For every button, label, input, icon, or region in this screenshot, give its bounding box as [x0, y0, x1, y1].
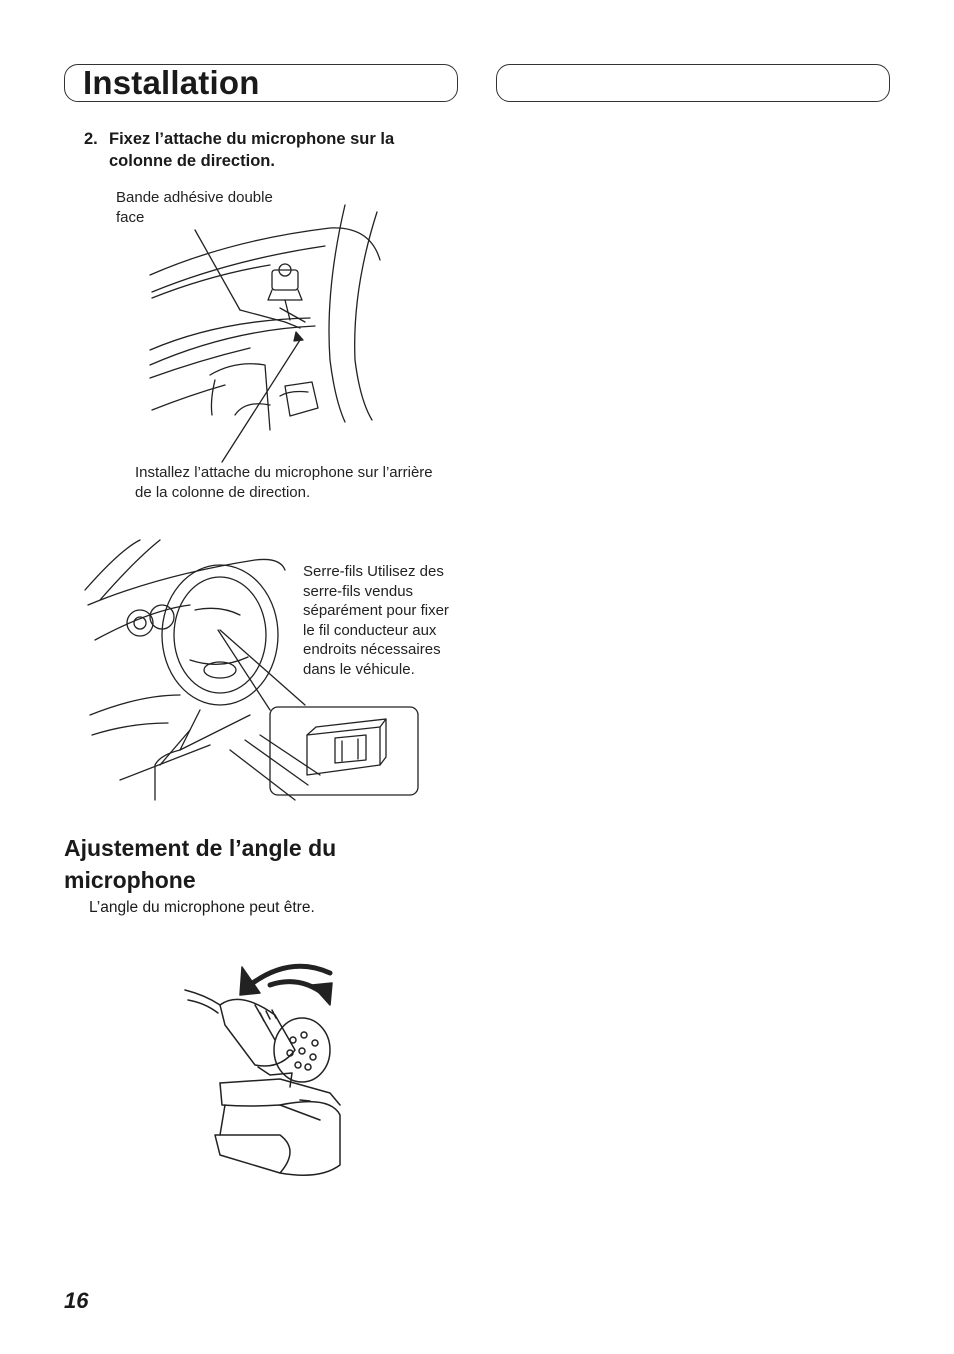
header-box-right — [496, 64, 890, 102]
section-title: Ajustement de l’angle du microphone — [64, 835, 337, 893]
page-number: 16 — [64, 1288, 89, 1313]
microphone-angle-illustration — [180, 955, 350, 1180]
callout-adhesive-tape: Bande adhésive double face — [116, 189, 273, 226]
step-text: Fixez l’attache du microphone sur la colonne de direction. — [109, 130, 395, 170]
page-title: Installation — [83, 64, 260, 101]
callout-install-clip: Installez l’attache du microphone sur l’arrière de la colonne de direction. — [135, 464, 433, 501]
section-body: L’angle du microphone peut être. — [89, 899, 315, 916]
steering-column-illustration — [140, 200, 390, 465]
callout-cord-ties: Serre-fils Utilisez des serre-fils vendus séparément pour fixer le fil conducteur aux endroits nécessaires dans le véhicule. — [303, 563, 449, 678]
header-box-left — [64, 64, 458, 102]
step-number: 2. — [84, 130, 98, 148]
